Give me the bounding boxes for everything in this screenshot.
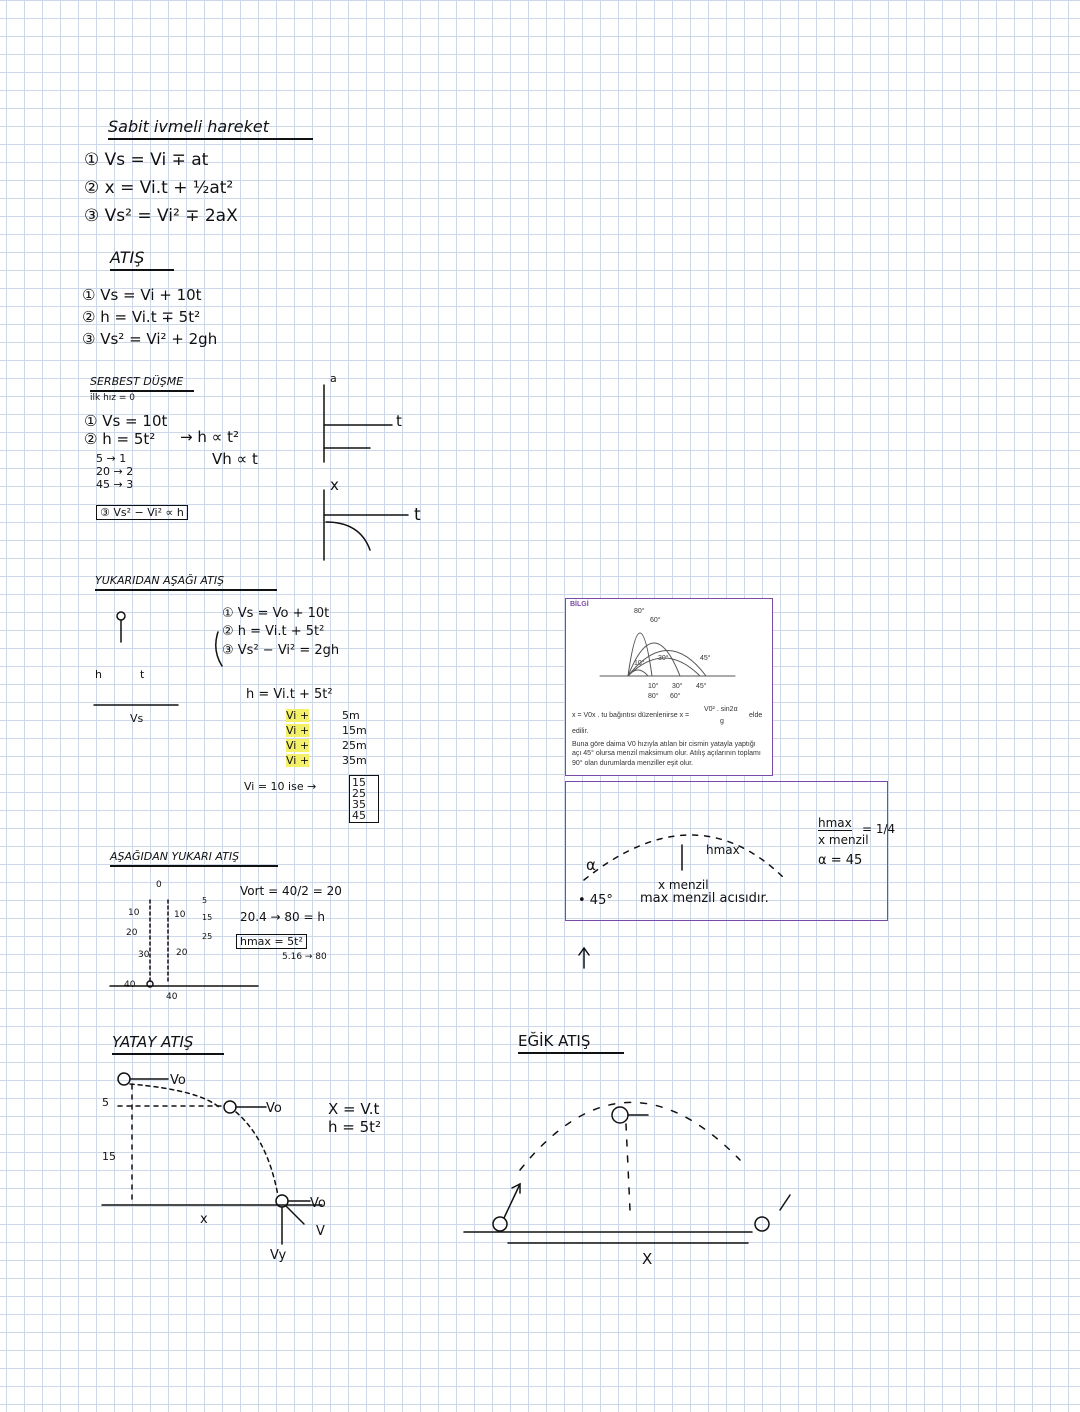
val-2: 15m: [342, 724, 367, 737]
equation-yukaridan-1: ① Vs = Vo + 10t: [222, 606, 330, 621]
section-title-serbest: SERBEST DÜŞME: [90, 375, 194, 392]
graph-label-t1: t: [396, 412, 402, 430]
angle-bottom-60: 60°: [670, 693, 681, 700]
section-title-atis: ATIŞ: [110, 248, 174, 271]
yatay-vo-3: Vo: [310, 1196, 326, 1211]
boxed-val-4: 45: [352, 809, 366, 822]
yatay-x: x: [200, 1212, 208, 1227]
boxed-val-1: 15: [352, 776, 366, 789]
row-vi-3: Vi +: [286, 739, 310, 752]
bilgi-edilir: edilir.: [572, 728, 589, 735]
serbest-row-3: 45 → 3: [96, 478, 134, 491]
angle-top-80: 80°: [634, 608, 645, 615]
asagidan-mid-1: 0: [156, 880, 162, 890]
label-vs: Vs: [130, 712, 144, 725]
asagidan-left-1: 10: [128, 908, 140, 918]
yatay-eq-2: h = 5t²: [328, 1118, 382, 1136]
equation-atis-1: ① Vs = Vi + 10t: [82, 286, 202, 304]
egik-box-alpha: α: [586, 856, 596, 874]
asagidan-right-3: 25: [202, 932, 213, 941]
bilgi-text: Buna göre daima V0 hızıyla atılan bir cismin yatayla yaptığı açı 45° olursa menzil maksimum olur. Atılış açılarının toplamı 90° olan durumlarda menziller eşit olur.: [572, 741, 761, 767]
graph-label-a: a: [330, 372, 337, 385]
serbest-note: ilk hız = 0: [90, 393, 135, 403]
bilgi-formula-den: g: [720, 718, 724, 725]
equation-yukaridan-4: h = Vi.t + 5t²: [246, 687, 333, 702]
graph-x-t: [324, 490, 408, 560]
note-vi-10: Vi = 10 ise →: [244, 780, 317, 793]
asagidan-left-3: 30: [138, 950, 150, 960]
yatay-drawing: [102, 1073, 322, 1244]
row-vi-2: Vi +: [286, 724, 310, 737]
yatay-v: V: [316, 1224, 325, 1239]
angle-top-30: 30°: [658, 655, 669, 662]
boxed-val-3: 35: [352, 798, 366, 811]
egik-box-hmax: hmax: [706, 843, 740, 857]
ratio-den: x menzil: [818, 833, 869, 847]
graph-a-t: [324, 385, 392, 462]
angle-top-45: 45°: [700, 655, 711, 662]
yatay-vy: Vy: [270, 1248, 287, 1263]
angle-bottom-30: 30°: [672, 683, 683, 690]
serbest-row-2: 20 → 2: [96, 465, 134, 478]
egik-drawing: [464, 1102, 790, 1243]
egik-box-note: max menzil acısıdır.: [640, 891, 769, 906]
equation-serbest-1: ① Vs = 10t: [84, 412, 168, 430]
egik-x: X: [642, 1250, 653, 1268]
yatay-eq-1: X = V.t: [328, 1100, 380, 1118]
equation-sabit-2: ② x = Vi.t + ½at²: [84, 178, 234, 198]
section-title-sabit: Sabit ivmeli hareket: [108, 117, 313, 140]
egik-box-x-menzil: x menzil: [658, 878, 709, 892]
bilgi-formula-left: x = V0x . tu bağıntısı düzenlenirse x =: [572, 712, 690, 719]
yatay-n15: 15: [102, 1150, 116, 1163]
up-arrow-egik: [579, 948, 589, 968]
angle-bottom-45: 45°: [696, 683, 707, 690]
asagidan-mid-3: 20: [176, 948, 188, 958]
yatay-vo-2: Vo: [266, 1101, 282, 1116]
ratio-num: hmax: [818, 816, 852, 830]
graph-label-x: x: [330, 476, 339, 494]
asagidan-right-1: 5: [202, 896, 208, 905]
asagidan-right-2: 15: [202, 913, 213, 922]
asagidan-eq-3: hmax = 5t²: [236, 934, 307, 949]
bilgi-formula-num: V0² . sin2α: [704, 706, 738, 713]
section-title-yukaridan: YUKARIDAN AŞAĞI ATIŞ: [95, 574, 277, 591]
row-vi-4: Vi +: [286, 754, 310, 767]
bilgi-badge: BİLGİ: [570, 601, 589, 608]
bilgi-formula-right: elde: [749, 712, 763, 719]
angle-top-10: 10°: [634, 660, 645, 667]
egik-box-45: • 45°: [578, 893, 613, 908]
asagidan-left-2: 20: [126, 928, 138, 938]
angle-top-60: 60°: [650, 617, 661, 624]
section-title-egik: EĞİK ATIŞ: [518, 1032, 624, 1054]
ratio-eq: = 1/4: [862, 822, 896, 836]
val-1: 5m: [342, 709, 360, 722]
bilgi-arcs: [600, 633, 735, 676]
section-title-yatay: YATAY ATIŞ: [112, 1033, 224, 1055]
yatay-n5: 5: [102, 1096, 109, 1109]
equation-sabit-3: ③ Vs² = Vi² ∓ 2aX: [84, 206, 238, 226]
asagidan-eq-1: Vort = 40/2 = 20: [240, 884, 342, 898]
equation-serbest-3: ③ Vs² − Vi² ∝ h: [96, 505, 188, 520]
asagidan-mid-2: 10: [174, 910, 186, 920]
row-vi-1: Vi +: [286, 709, 310, 722]
val-3: 25m: [342, 739, 367, 752]
val-4: 35m: [342, 754, 367, 767]
asagidan-bottom: 40: [166, 992, 178, 1002]
egik-box-drawing: [584, 835, 786, 880]
equation-atis-3: ③ Vs² = Vi² + 2gh: [82, 330, 218, 348]
asagidan-eq-4: 5.16 → 80: [282, 952, 327, 962]
yatay-vo-1: Vo: [170, 1073, 186, 1088]
label-t: t: [140, 668, 145, 681]
graph-label-t2: t: [414, 505, 421, 525]
asagidan-left-4: 40: [124, 980, 136, 990]
equation-atis-2: ② h = Vi.t ∓ 5t²: [82, 308, 201, 326]
asagidan-graph: [110, 900, 258, 987]
label-h: h: [95, 668, 102, 681]
yukaridan-ball: [94, 612, 178, 705]
angle-bottom-80: 80°: [648, 693, 659, 700]
proportion-h-t2: → h ∝ t²: [180, 428, 239, 446]
equation-serbest-2: ② h = 5t²: [84, 430, 156, 448]
alpha-eq: α = 45: [818, 853, 863, 868]
section-title-asagidan: AŞAĞIDAN YUKARI ATIŞ: [110, 850, 278, 867]
proportion-v-t: Vh ∝ t: [212, 450, 258, 468]
asagidan-eq-2: 20.4 → 80 = h: [240, 910, 325, 924]
angle-bottom-10: 10°: [648, 683, 659, 690]
brace: [216, 632, 222, 666]
equation-sabit-1: ① Vs = Vi ∓ at: [84, 150, 209, 170]
serbest-row-1: 5 → 1: [96, 452, 127, 465]
equation-yukaridan-3: ③ Vs² − Vi² = 2gh: [222, 643, 340, 658]
boxed-val-2: 25: [352, 787, 366, 800]
equation-yukaridan-2: ② h = Vi.t + 5t²: [222, 624, 325, 639]
